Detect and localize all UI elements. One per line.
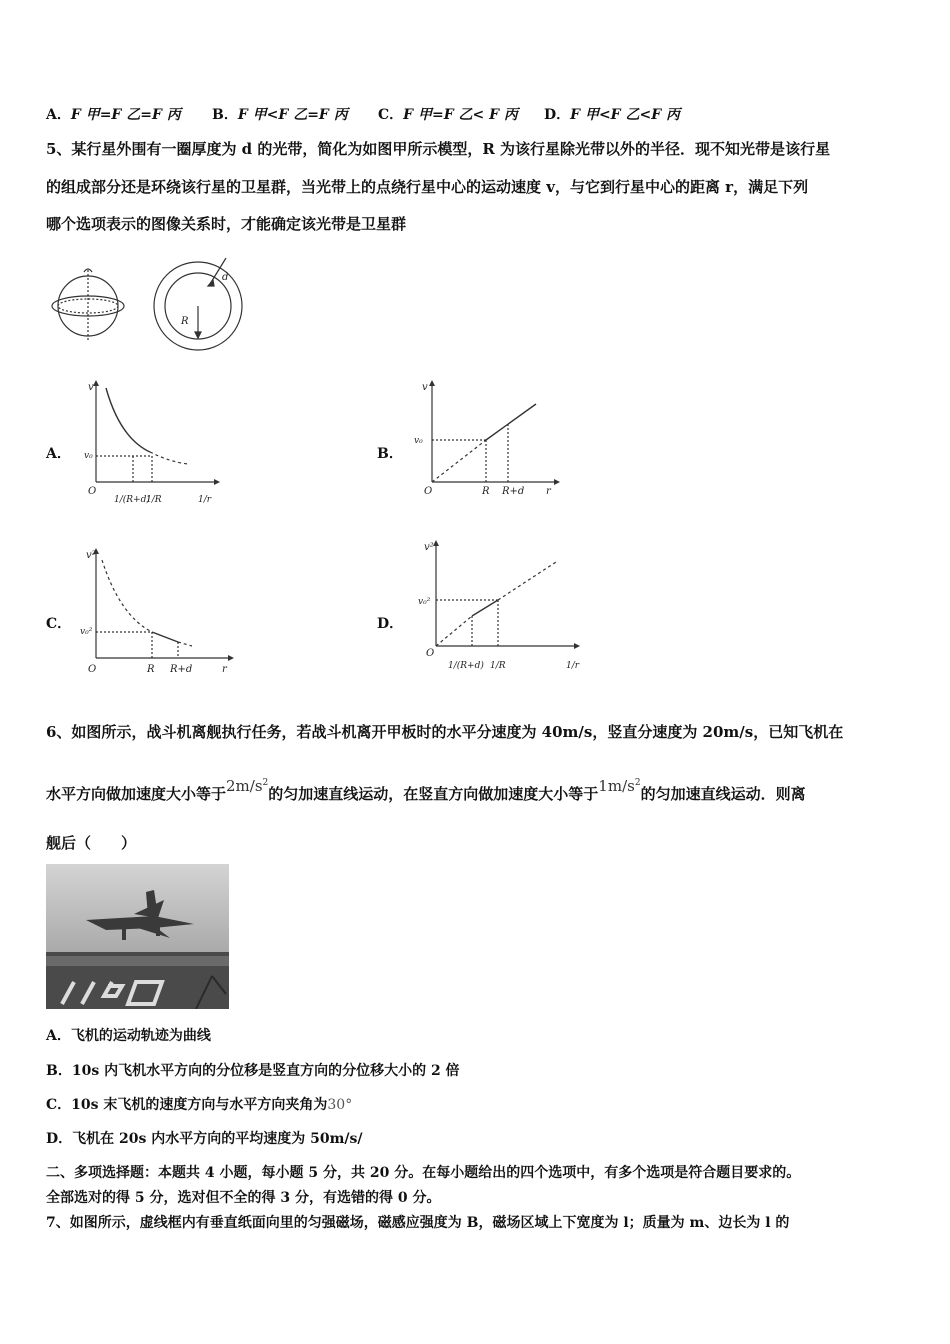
q6-line-2: 水平方向做加速度大小等于$2m/s^2$的匀加速直线运动，在竖直方向做加速度大小等于$1m/s^2$的匀加速直线运动．则离 <box>46 777 806 803</box>
graph-c-tick-2: R+d <box>170 664 193 675</box>
graph-b <box>410 378 570 508</box>
ring-cross-section-icon <box>154 258 242 350</box>
q5-line-3: 哪个选项表示的图像关系时，才能确定该光带是卫星群 <box>46 215 407 233</box>
graph-d-tick-2: 1/R <box>490 661 506 671</box>
graph-a-origin: O <box>88 486 97 497</box>
graph-d-label: D． <box>377 616 404 632</box>
graph-c-tick-1: R <box>147 664 155 675</box>
graph-b-label: B． <box>377 446 403 462</box>
q5-line-2: 的组成部分还是环绕该行星的卫星群，当光带上的点绕行星中心的运动速度 v，与它到行星中心的距离 r，满足下列 <box>46 178 809 196</box>
q7-line-1: 7、如图所示，虚线框内有垂直纸面向里的匀强磁场，磁感应强度为 B，磁场区域上下宽度为 l；质量为 m、边长为 l 的 <box>46 1215 790 1231</box>
q4-option-b: B．F 甲<F 乙=F 丙 <box>212 107 348 123</box>
graph-c-curve-dashed <box>102 560 152 632</box>
graph-d-tick-1: 1/(R+d) <box>448 661 484 671</box>
graph-c-curve-solid <box>152 632 178 642</box>
graph-a-tick-1: 1/(R+d) <box>114 495 150 505</box>
graph-b-y-label: v <box>422 382 428 393</box>
graph-b-origin: O <box>424 486 433 497</box>
q6-angle: 30° <box>327 1097 353 1113</box>
q6-line-3: 舰后（ ） <box>46 834 137 852</box>
q6-accel-horizontal: $2m/s^2$ <box>226 777 269 795</box>
graph-d-y-label: v² <box>424 542 434 553</box>
graph-c-v0: v₀² <box>80 627 93 637</box>
graph-d-v0: v₀² <box>418 597 431 607</box>
graph-c-label: C． <box>46 616 72 632</box>
q5-line-1: 5、某行星外围有一圈厚度为 d 的光带，简化为如图甲所示模型，R 为该行星除光带以外的半径．现不知光带是该行星 <box>46 140 831 158</box>
graph-c-x-label: r <box>222 664 227 675</box>
graph-d <box>410 538 590 678</box>
planet-sphere-icon <box>52 269 124 342</box>
graph-b-x-label: r <box>546 486 551 497</box>
q4-option-a: A．F 甲=F 乙=F 丙 <box>46 107 181 123</box>
q6-option-c: C．10s 末飞机的速度方向与水平方向夹角为30° <box>46 1097 353 1113</box>
graph-d-line-dashed-upper <box>498 562 556 600</box>
graph-d-origin: O <box>426 648 435 659</box>
graph-a <box>80 378 230 508</box>
q6-accel-vertical: $1m/s^2$ <box>598 777 641 795</box>
graph-b-v0: v₀ <box>414 436 423 446</box>
graph-a-y-label: v <box>88 382 94 393</box>
graph-b-line-dashed <box>432 440 486 482</box>
q6-option-b: B．10s 内飞机水平方向的分位移是竖直方向的分位移大小的 2 倍 <box>46 1063 460 1079</box>
fighter-jet-photo <box>46 864 229 1009</box>
q4-option-d: D．F 甲<F 乙<F 丙 <box>544 107 681 123</box>
planet-figure <box>50 262 230 352</box>
label-d-ring: d <box>222 272 229 283</box>
graph-a-v0: v₀ <box>84 451 93 461</box>
section2-line-2: 全部选对的得 5 分，选对但不全的得 3 分，有选错的得 0 分。 <box>46 1190 441 1206</box>
graph-a-x-label: 1/r <box>198 495 212 505</box>
label-r-planet: R <box>181 316 189 327</box>
q6-line-1: 6、如图所示，战斗机离舰执行任务，若战斗机离开甲板时的水平分速度为 40m/s，竖直分速度为 20m/s，已知飞机在 <box>46 723 844 741</box>
graph-b-tick-2: R+d <box>502 486 525 497</box>
graph-b-line-solid <box>486 404 536 440</box>
graph-a-tick-2: 1/R <box>146 495 162 505</box>
graph-a-curve-dashed <box>150 452 188 464</box>
graph-d-x-label: 1/r <box>566 661 580 671</box>
q6-option-d: D．飞机在 20s 内水平方向的平均速度为 50m/s/ <box>46 1131 363 1147</box>
graph-d-line-dashed-lower <box>436 616 472 646</box>
graph-b-tick-1: R <box>482 486 490 497</box>
q4-option-c: C．F 甲=F 乙< F 丙 <box>378 107 518 123</box>
q6-option-a: A．飞机的运动轨迹为曲线 <box>46 1028 211 1044</box>
graph-c-origin: O <box>88 664 97 675</box>
section2-line-1: 二、多项选择题：本题共 4 小题，每小题 5 分，共 20 分。在每小题给出的四个选项中，有多个选项是符合题目要求的。 <box>46 1165 801 1181</box>
graph-d-line-solid <box>472 600 498 616</box>
graph-c-y-label: v² <box>86 550 96 561</box>
graph-a-curve-solid <box>106 388 150 452</box>
graph-c <box>80 546 240 678</box>
graph-a-label: A． <box>46 446 71 462</box>
